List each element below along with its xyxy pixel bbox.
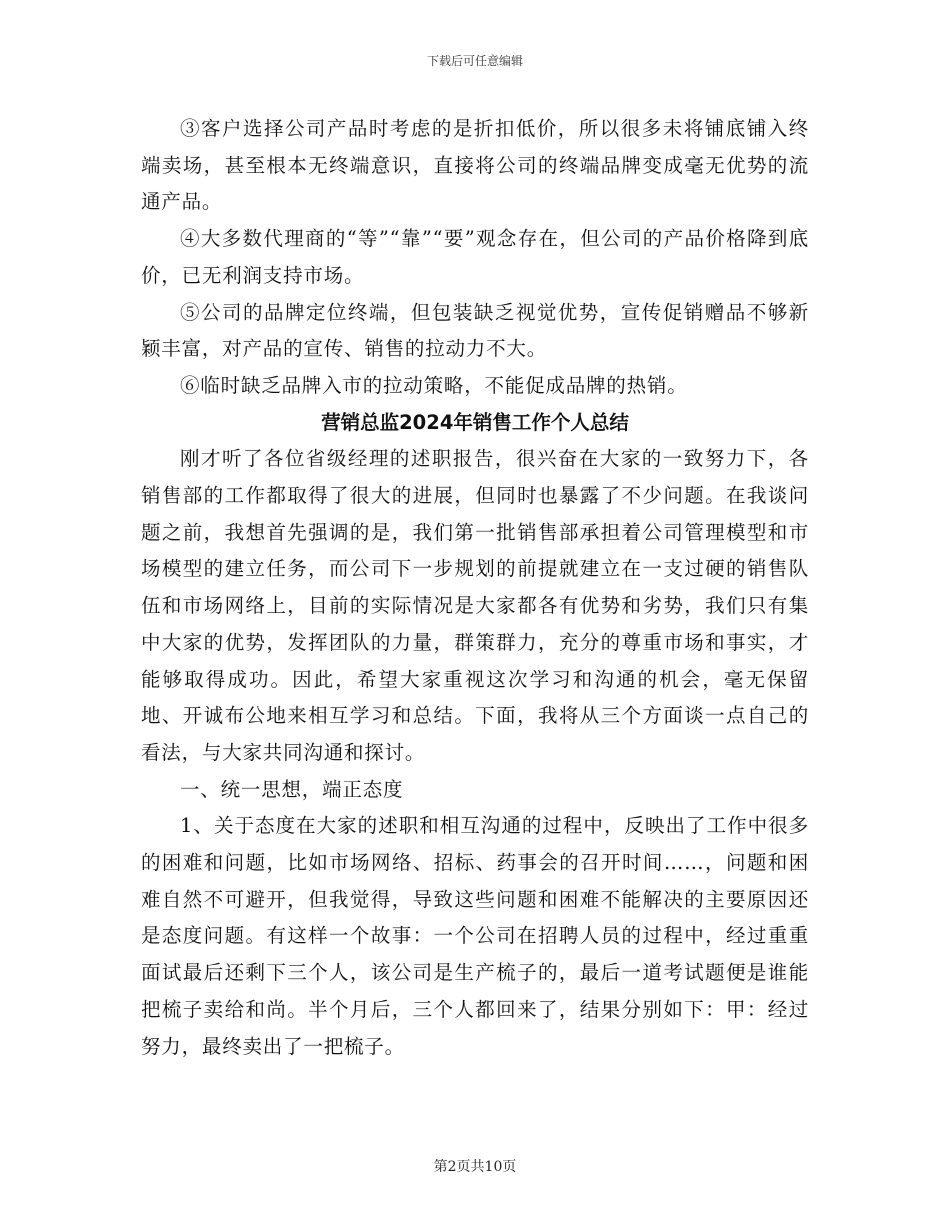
- paragraph-item-3: ③客户选择公司产品时考虑的是折扣低价，所以很多未将铺底铺入终端卖场，甚至根本无终端意识，直接将公司的终端品牌变成毫无优势的流通产品。: [141, 117, 809, 214]
- section-heading-1: 一、统一思想，端正态度: [180, 777, 404, 801]
- page-footer: 第2页共10页: [433, 1159, 517, 1175]
- paragraph-item-4: ④大多数代理商的“等”“靠”“要”观念存在，但公司的产品价格降到底价，已无利润支持市场。: [141, 227, 809, 287]
- paragraph-item-5: ⑤公司的品牌定位终端，但包装缺乏视觉优势，宣传促销赠品不够新颖丰富，对产品的宣传、销售的拉动力不大。: [141, 300, 809, 361]
- intro-paragraph: 刚才听了各位省级经理的述职报告，很兴奋在大家的一致努力下，各销售部的工作都取得了很大的进展，但同时也暴露了不少问题。在我谈问题之前，我想首先强调的是，我们第一批销售部承担着公司管理模型和市场模型的建立任务，而公司下一步规划的前提就建立在一支过硬的销售队伍和市场网络上，目前的实际情况是大家都各有优势和劣势，我们只有集中大家的优势，发挥团队的力量，群策群力，充分的尊重市场和事实，才能够取得成功。因此，希望大家重视这次学习和沟通的机会，毫无保留地、开诚布公地来相互学习和总结。下面，我将从三个方面谈一点自己的看法，与大家共同沟通和探讨。: [141, 447, 809, 764]
- page-header: 下载后可任意编辑: [426, 54, 523, 68]
- document-body: [141, 111, 809, 1065]
- section-title: 营销总监2024年销售工作个人总结: [321, 410, 629, 434]
- attitude-paragraph: 1、关于态度在大家的述职和相互沟通的过程中，反映出了工作中很多的困难和问题，比如市场网络、招标、药事会的召开时间……，问题和困难自然不可避开，但我觉得，导致这些问题和困难不能解决的主要原因还是态度问题。有这样一个故事：一个公司在招聘人员的过程中，经过重重面试最后还剩下三个人，该公司是生产梳子的，最后一道考试题便是谁能把梳子卖给和尚。半个月后，三个人都回来了，结果分别如下：甲：经过努力，最终卖出了一把梳子。: [141, 814, 809, 1058]
- paragraph-item-6: ⑥临时缺乏品牌入市的拉动策略，不能促成品牌的热销。: [180, 373, 688, 397]
